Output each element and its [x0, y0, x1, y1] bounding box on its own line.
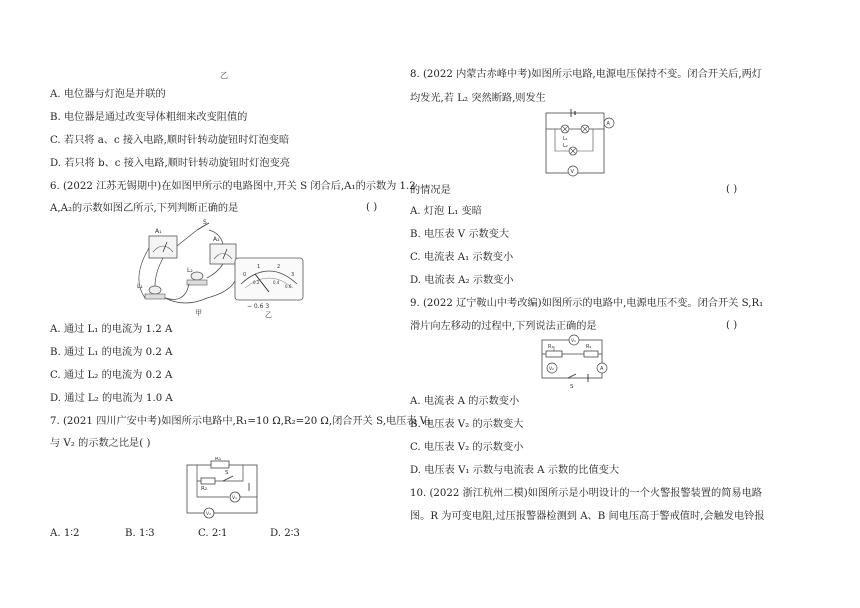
figure-caption-yi: 乙 [220, 71, 228, 80]
q6-option-b: B. 通过 L₁ 的电流为 0.2 A [50, 347, 173, 358]
q7-option-d: D. 2∶3 [270, 528, 300, 539]
q7-stem-line2: 与 V₂ 的示数之比是( ) [50, 438, 151, 449]
q7-label-s: S [225, 470, 229, 476]
q6-answer-paren: ( ) [366, 202, 378, 213]
q6-option-d: D. 通过 L₂ 的电流为 1.0 A [50, 393, 173, 404]
q9-label-r2: R₂ [586, 344, 592, 350]
q8-stem-line2: 均发光,若 L₂ 突然断路,则发生 [410, 93, 546, 104]
q9-stem-line1: 9. (2022 辽宁鞍山中考改编)如图所示的电路中,电源电压不变。闭合开关 S,R₁ [410, 298, 764, 309]
q6-scale-3: 3 [291, 272, 295, 278]
q6-label-a2: A₂ [213, 236, 220, 243]
q9-answer-paren: ( ) [726, 320, 738, 331]
q9-option-a: A. 电流表 A 的示数变小 [410, 396, 520, 407]
q6-scale-0: 0 [243, 272, 247, 278]
q7-label-r2: R₂ [201, 486, 208, 492]
q9-figure [538, 334, 614, 392]
q6-option-c: C. 通过 L₂ 的电流为 0.2 A [50, 370, 173, 381]
q6-stem-line1: 6. (2022 江苏无锡期中)在如图甲所示的电路图中,开关 S 闭合后,A₁的示数为 1.2 [50, 181, 416, 192]
q8-option-a: A. 灯泡 L₁ 变暗 [410, 206, 482, 217]
q9-label-a: A [600, 366, 604, 372]
q8-option-c: C. 电流表 A₁ 示数变小 [410, 252, 514, 263]
q9-label-v1: V₁ [571, 339, 576, 344]
q8-label-l2: L₂ [563, 143, 568, 149]
q7-stem-line1: 7. (2021 四川广安中考)如图所示电路中,R₁=10 Ω,R₂=20 Ω,闭合开关 S,电压表 V₁ [50, 416, 432, 427]
q10-stem-line2: 图。R 为可变电阻,过压报警器检测到 A、B 间电压高于警戒值时,会触发电铃报 [410, 511, 765, 522]
q7-figure [183, 457, 263, 519]
q6-label-l1: L₁ [137, 283, 143, 290]
q8-answer-paren: ( ) [726, 184, 738, 195]
q7-option-b: B. 1∶3 [125, 528, 155, 539]
q7-label-r1: R₁ [215, 457, 222, 462]
q6-caption-yi: 乙 [265, 311, 272, 318]
q7-label-v2: V₂ [206, 512, 211, 517]
q9-label-r1: R₁ [548, 344, 554, 350]
q5-option-c: C. 若只将 a、c 接入电路,顺时针转动旋钮时灯泡变暗 [50, 135, 290, 146]
q9-label-v2: V₂ [549, 367, 554, 372]
q8-stem-line1: 8. (2022 内蒙古赤峰中考)如图所示电路,电源电压保持不变。闭合开关后,两灯 [410, 69, 762, 80]
q6-caption-jia: 甲 [195, 309, 202, 317]
q7-label-v1: V₁ [232, 496, 237, 501]
q8-stem-line3: 的情况是 [410, 185, 451, 196]
q6-scale-1: 1 [257, 264, 261, 270]
q6-option-a: A. 通过 L₁ 的电流为 1.2 A [50, 324, 173, 335]
q9-option-c: C. 电压表 V₂ 的示数变小 [410, 442, 524, 453]
q8-label-l1: L₁ [563, 136, 568, 142]
q6-terminals: − 0.6 3 [247, 303, 270, 310]
q6-figure [125, 218, 305, 318]
q6-label-s: S [203, 219, 207, 226]
q6-label-a1: A₁ [155, 228, 162, 235]
q7-option-c: C. 2∶1 [198, 528, 228, 539]
q8-figure [543, 107, 615, 179]
q6-scale-small-2: 0.4 [273, 280, 280, 285]
q8-option-b: B. 电压表 V 示数变大 [410, 229, 510, 240]
q8-label-a: A [606, 121, 610, 127]
q5-option-b: B. 电位器是通过改变导体粗细来改变阻值的 [50, 112, 248, 123]
q8-label-v: V [570, 169, 574, 175]
q6-scale-small-3: 0.6 [285, 284, 292, 289]
q6-label-l2: L₂ [187, 267, 193, 274]
q6-scale-small-1: 0.2 [253, 280, 260, 285]
q6-stem-line2: A,A₂的示数如图乙所示,下列判断正确的是 [50, 203, 239, 214]
q9-option-b: B. 电压表 V₂ 的示数变大 [410, 419, 524, 430]
q8-option-d: D. 电流表 A₂ 示数变小 [410, 275, 514, 286]
q7-option-a: A. 1∶2 [50, 528, 80, 539]
q9-label-s: S [570, 384, 574, 390]
q9-stem-line2: 滑片向左移动的过程中,下列说法正确的是 [410, 321, 597, 332]
q6-scale-2: 2 [277, 264, 281, 270]
q5-option-d: D. 若只将 b、c 接入电路,顺时针转动旋钮时灯泡变亮 [50, 158, 290, 169]
q5-option-a: A. 电位器与灯泡是并联的 [50, 89, 166, 100]
q10-stem-line1: 10. (2022 浙江杭州二模)如图所示是小明设计的一个火警报警装置的简易电路 [410, 488, 762, 499]
q9-option-d: D. 电压表 V₁ 示数与电流表 A 示数的比值变大 [410, 465, 620, 476]
